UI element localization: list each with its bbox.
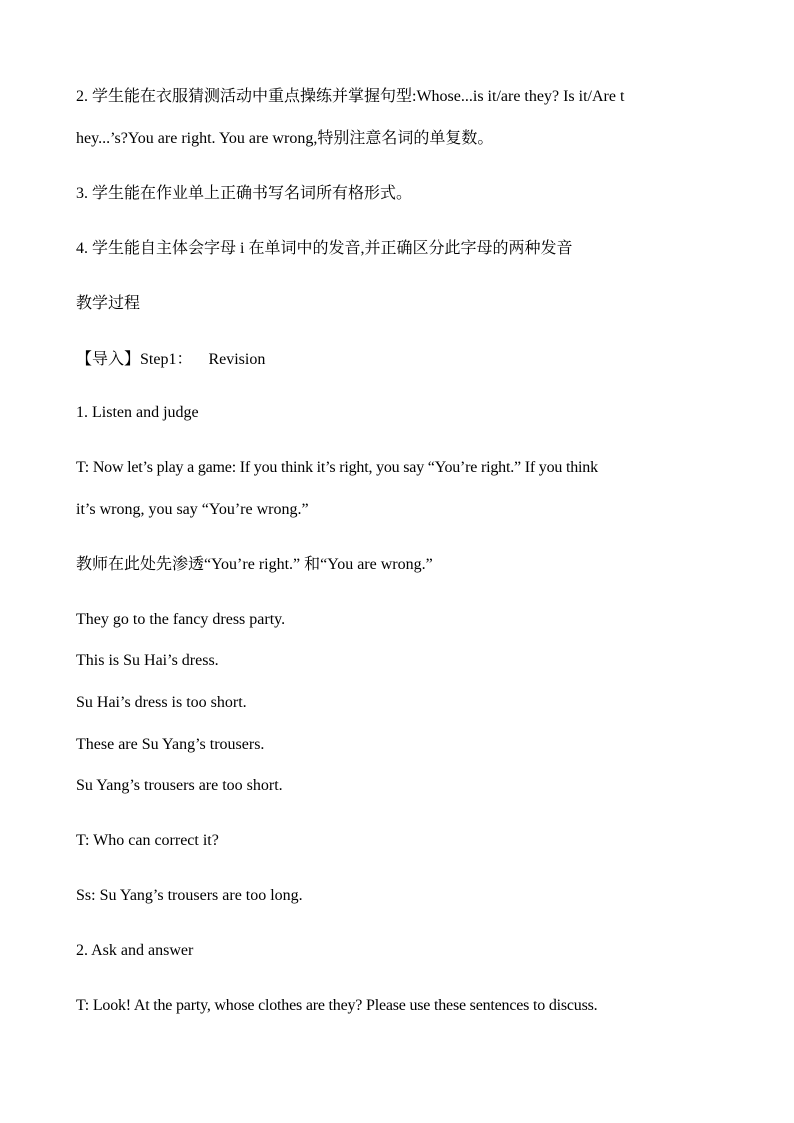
activity1-sentence: They go to the fancy dress party. (76, 611, 286, 628)
process-heading: 教学过程 (76, 295, 141, 312)
activity1-teacher-note: 教师在此处先渗透“You’re right.” 和“You are wrong.” (76, 556, 433, 573)
activity2-title: 2. Ask and answer (76, 942, 194, 959)
activity1-students-answer: Ss: Su Yang’s trousers are too long. (76, 887, 303, 904)
activity1-title: 1. Listen and judge (76, 404, 199, 421)
activity1-sentence: Su Yang’s trousers are too short. (76, 777, 283, 794)
activity1-sentence: These are Su Yang’s trousers. (76, 736, 265, 753)
objective-item-3: 3. 学生能在作业单上正确书写名词所有格形式。 (76, 185, 413, 202)
activity1-sentence: Su Hai’s dress is too short. (76, 694, 247, 711)
activity1-sentence: This is Su Hai’s dress. (76, 652, 219, 669)
objective-item-2-line-1: 2. 学生能在衣服猜测活动中重点操练并掌握句型:Whose...is it/are they? Is it/Are t (76, 88, 625, 105)
objective-item-2-line-2: hey...’s?You are right. You are wrong,特别注意名词的单复数。 (76, 130, 494, 147)
activity1-teacher-line-2: it’s wrong, you say “You’re wrong.” (76, 501, 309, 518)
activity1-teacher-question: T: Who can correct it? (76, 832, 219, 849)
activity1-teacher-line-1: T: Now let’s play a game: If you think it’s right, you say “You’re right.” If you think (76, 459, 598, 476)
objective-item-4: 4. 学生能自主体会字母 i 在单词中的发音,并正确区分此字母的两种发音 (76, 240, 573, 257)
step1-heading: 【导入】Step1： Revision (76, 351, 266, 368)
activity2-teacher-line: T: Look! At the party, whose clothes are they? Please use these sentences to discuss. (76, 997, 598, 1014)
